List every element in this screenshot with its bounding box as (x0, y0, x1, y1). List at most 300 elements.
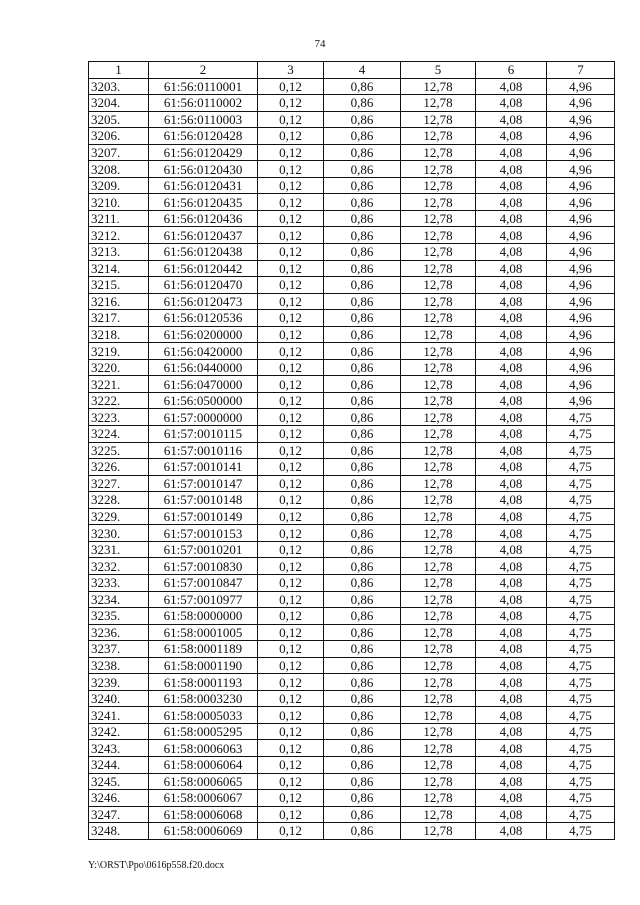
table-cell-col-6: 4,08 (476, 624, 547, 641)
table-cell-col-5: 12,78 (401, 293, 476, 310)
table-cell-col-1: 3206. (89, 128, 149, 145)
table-cell-col-3: 0,12 (258, 641, 324, 658)
table-cell-col-7: 4,75 (547, 690, 615, 707)
table-cell-col-7: 4,96 (547, 78, 615, 95)
table-cell-col-7: 4,75 (547, 806, 615, 823)
table-cell-col-6: 4,08 (476, 608, 547, 625)
table-cell-col-3: 0,12 (258, 260, 324, 277)
table-cell-col-5: 12,78 (401, 525, 476, 542)
table-cell-col-6: 4,08 (476, 790, 547, 807)
table-cell-col-2: 61:56:0470000 (149, 376, 258, 393)
header-col-3: 3 (258, 62, 324, 79)
table-cell-col-4: 0,86 (324, 359, 401, 376)
table-cell-col-7: 4,96 (547, 392, 615, 409)
table-cell-col-6: 4,08 (476, 508, 547, 525)
table-cell-col-7: 4,96 (547, 359, 615, 376)
table-cell-col-5: 12,78 (401, 177, 476, 194)
table-cell-col-7: 4,75 (547, 641, 615, 658)
table-cell-col-3: 0,12 (258, 690, 324, 707)
table-row (89, 574, 615, 591)
table-row (89, 194, 615, 211)
table-row (89, 260, 615, 277)
table-cell-col-1: 3215. (89, 277, 149, 294)
table-cell-col-7: 4,96 (547, 111, 615, 128)
table-row (89, 756, 615, 773)
table-row (89, 823, 615, 840)
table-cell-col-5: 12,78 (401, 541, 476, 558)
table-cell-col-1: 3222. (89, 392, 149, 409)
table-cell-col-4: 0,86 (324, 161, 401, 178)
table-cell-col-3: 0,12 (258, 161, 324, 178)
table-cell-col-1: 3247. (89, 806, 149, 823)
table-cell-col-2: 61:56:0120437 (149, 227, 258, 244)
table-cell-col-2: 61:57:0010116 (149, 442, 258, 459)
header-col-5: 5 (401, 62, 476, 79)
table-cell-col-7: 4,75 (547, 492, 615, 509)
table-cell-col-2: 61:57:0010977 (149, 591, 258, 608)
table-cell-col-1: 3207. (89, 144, 149, 161)
table-cell-col-4: 0,86 (324, 210, 401, 227)
table-cell-col-3: 0,12 (258, 277, 324, 294)
table-cell-col-1: 3238. (89, 657, 149, 674)
table-cell-col-2: 61:57:0010141 (149, 459, 258, 476)
table-cell-col-5: 12,78 (401, 260, 476, 277)
table-row (89, 442, 615, 459)
table-cell-col-6: 4,08 (476, 293, 547, 310)
table-cell-col-6: 4,08 (476, 723, 547, 740)
table-cell-col-3: 0,12 (258, 244, 324, 261)
table-cell-col-6: 4,08 (476, 756, 547, 773)
table-cell-col-4: 0,86 (324, 409, 401, 426)
table-row (89, 806, 615, 823)
table-cell-col-5: 12,78 (401, 78, 476, 95)
table-cell-col-3: 0,12 (258, 574, 324, 591)
table-cell-col-7: 4,96 (547, 244, 615, 261)
table-cell-col-4: 0,86 (324, 823, 401, 840)
table-cell-col-3: 0,12 (258, 78, 324, 95)
table-cell-col-2: 61:56:0120436 (149, 210, 258, 227)
table-row (89, 409, 615, 426)
table-cell-col-7: 4,75 (547, 475, 615, 492)
table-cell-col-4: 0,86 (324, 475, 401, 492)
table-row (89, 244, 615, 261)
header-col-6: 6 (476, 62, 547, 79)
table-cell-col-3: 0,12 (258, 227, 324, 244)
table-cell-col-1: 3231. (89, 541, 149, 558)
table-cell-col-1: 3245. (89, 773, 149, 790)
table-cell-col-2: 61:56:0120430 (149, 161, 258, 178)
table-row (89, 111, 615, 128)
table-cell-col-1: 3237. (89, 641, 149, 658)
table-cell-col-5: 12,78 (401, 823, 476, 840)
table-cell-col-6: 4,08 (476, 409, 547, 426)
table-cell-col-2: 61:58:0001193 (149, 674, 258, 691)
table-cell-col-6: 4,08 (476, 95, 547, 112)
table-cell-col-2: 61:56:0120431 (149, 177, 258, 194)
table-cell-col-2: 61:56:0120536 (149, 310, 258, 327)
table-cell-col-4: 0,86 (324, 657, 401, 674)
table-cell-col-5: 12,78 (401, 426, 476, 443)
table-cell-col-2: 61:56:0420000 (149, 343, 258, 360)
table-cell-col-5: 12,78 (401, 756, 476, 773)
table-cell-col-6: 4,08 (476, 740, 547, 757)
table-cell-col-6: 4,08 (476, 641, 547, 658)
table-cell-col-7: 4,75 (547, 459, 615, 476)
table-cell-col-7: 4,75 (547, 508, 615, 525)
table-cell-col-3: 0,12 (258, 558, 324, 575)
table-cell-col-4: 0,86 (324, 343, 401, 360)
table-cell-col-3: 0,12 (258, 128, 324, 145)
table-cell-col-3: 0,12 (258, 426, 324, 443)
table-cell-col-3: 0,12 (258, 806, 324, 823)
table-cell-col-5: 12,78 (401, 492, 476, 509)
table-cell-col-5: 12,78 (401, 459, 476, 476)
table-cell-col-1: 3217. (89, 310, 149, 327)
table-cell-col-4: 0,86 (324, 558, 401, 575)
table-cell-col-6: 4,08 (476, 806, 547, 823)
table-cell-col-3: 0,12 (258, 657, 324, 674)
table-cell-col-2: 61:58:0006064 (149, 756, 258, 773)
table-cell-col-7: 4,96 (547, 194, 615, 211)
table-cell-col-1: 3227. (89, 475, 149, 492)
table-cell-col-2: 61:57:0010147 (149, 475, 258, 492)
table-cell-col-1: 3228. (89, 492, 149, 509)
table-cell-col-5: 12,78 (401, 376, 476, 393)
table-row (89, 177, 615, 194)
table-row (89, 723, 615, 740)
table-cell-col-7: 4,75 (547, 541, 615, 558)
table-cell-col-3: 0,12 (258, 541, 324, 558)
table-cell-col-7: 4,75 (547, 790, 615, 807)
table-cell-col-7: 4,75 (547, 740, 615, 757)
table-cell-col-7: 4,96 (547, 376, 615, 393)
table-cell-col-1: 3241. (89, 707, 149, 724)
table-cell-col-6: 4,08 (476, 674, 547, 691)
table-cell-col-6: 4,08 (476, 558, 547, 575)
table-cell-col-1: 3236. (89, 624, 149, 641)
table-cell-col-2: 61:57:0010201 (149, 541, 258, 558)
table-cell-col-2: 61:58:0006067 (149, 790, 258, 807)
table-cell-col-6: 4,08 (476, 78, 547, 95)
table-cell-col-1: 3248. (89, 823, 149, 840)
table-cell-col-1: 3220. (89, 359, 149, 376)
table-cell-col-1: 3226. (89, 459, 149, 476)
table-cell-col-3: 0,12 (258, 95, 324, 112)
table-cell-col-5: 12,78 (401, 674, 476, 691)
table-cell-col-5: 12,78 (401, 409, 476, 426)
table-cell-col-2: 61:57:0010153 (149, 525, 258, 542)
table-cell-col-4: 0,86 (324, 492, 401, 509)
table-cell-col-3: 0,12 (258, 210, 324, 227)
table-cell-col-3: 0,12 (258, 111, 324, 128)
table-cell-col-7: 4,75 (547, 707, 615, 724)
table-cell-col-2: 61:56:0120429 (149, 144, 258, 161)
table-cell-col-6: 4,08 (476, 326, 547, 343)
table-row (89, 376, 615, 393)
table-cell-col-1: 3211. (89, 210, 149, 227)
table-cell-col-5: 12,78 (401, 690, 476, 707)
table-cell-col-4: 0,86 (324, 574, 401, 591)
table-cell-col-5: 12,78 (401, 277, 476, 294)
table-cell-col-1: 3213. (89, 244, 149, 261)
table-cell-col-7: 4,75 (547, 723, 615, 740)
table-cell-col-3: 0,12 (258, 707, 324, 724)
table-cell-col-1: 3244. (89, 756, 149, 773)
table-cell-col-6: 4,08 (476, 574, 547, 591)
table-cell-col-2: 61:58:0006065 (149, 773, 258, 790)
table-cell-col-2: 61:56:0120435 (149, 194, 258, 211)
table-cell-col-7: 4,96 (547, 144, 615, 161)
table-cell-col-7: 4,75 (547, 823, 615, 840)
table-cell-col-3: 0,12 (258, 310, 324, 327)
table-cell-col-5: 12,78 (401, 111, 476, 128)
table-cell-col-3: 0,12 (258, 293, 324, 310)
table-cell-col-4: 0,86 (324, 227, 401, 244)
table-cell-col-1: 3210. (89, 194, 149, 211)
table-cell-col-6: 4,08 (476, 111, 547, 128)
table-cell-col-2: 61:56:0110003 (149, 111, 258, 128)
page-number: 74 (314, 38, 326, 50)
table-cell-col-5: 12,78 (401, 475, 476, 492)
table-cell-col-7: 4,75 (547, 674, 615, 691)
table-cell-col-1: 3229. (89, 508, 149, 525)
table-cell-col-1: 3218. (89, 326, 149, 343)
table-cell-col-4: 0,86 (324, 806, 401, 823)
table-cell-col-4: 0,86 (324, 111, 401, 128)
table-cell-col-5: 12,78 (401, 194, 476, 211)
table-cell-col-4: 0,86 (324, 707, 401, 724)
table-cell-col-1: 3240. (89, 690, 149, 707)
table-cell-col-4: 0,86 (324, 508, 401, 525)
table-cell-col-6: 4,08 (476, 392, 547, 409)
table-cell-col-4: 0,86 (324, 310, 401, 327)
table-cell-col-6: 4,08 (476, 707, 547, 724)
table-cell-col-5: 12,78 (401, 95, 476, 112)
table-cell-col-2: 61:56:0120438 (149, 244, 258, 261)
table-cell-col-4: 0,86 (324, 128, 401, 145)
table-cell-col-1: 3221. (89, 376, 149, 393)
table-cell-col-2: 61:58:0001005 (149, 624, 258, 641)
table-row (89, 277, 615, 294)
table-cell-col-3: 0,12 (258, 525, 324, 542)
table-cell-col-2: 61:56:0200000 (149, 326, 258, 343)
table-cell-col-1: 3232. (89, 558, 149, 575)
table-cell-col-5: 12,78 (401, 806, 476, 823)
table-row (89, 161, 615, 178)
table-cell-col-3: 0,12 (258, 624, 324, 641)
table-cell-col-3: 0,12 (258, 674, 324, 691)
table-row (89, 128, 615, 145)
table-cell-col-2: 61:56:0110002 (149, 95, 258, 112)
table-row (89, 310, 615, 327)
table-cell-col-6: 4,08 (476, 475, 547, 492)
table-cell-col-7: 4,75 (547, 624, 615, 641)
table-cell-col-3: 0,12 (258, 177, 324, 194)
table-row (89, 591, 615, 608)
table-cell-col-6: 4,08 (476, 310, 547, 327)
table-cell-col-3: 0,12 (258, 608, 324, 625)
table-cell-col-2: 61:57:0000000 (149, 409, 258, 426)
table-cell-col-6: 4,08 (476, 492, 547, 509)
table-cell-col-7: 4,96 (547, 227, 615, 244)
table-cell-col-7: 4,96 (547, 161, 615, 178)
table-cell-col-5: 12,78 (401, 707, 476, 724)
table-cell-col-3: 0,12 (258, 326, 324, 343)
table-cell-col-7: 4,96 (547, 343, 615, 360)
table-cell-col-3: 0,12 (258, 773, 324, 790)
table-cell-col-5: 12,78 (401, 608, 476, 625)
table-row (89, 707, 615, 724)
table-cell-col-6: 4,08 (476, 657, 547, 674)
table-cell-col-1: 3205. (89, 111, 149, 128)
table-cell-col-6: 4,08 (476, 541, 547, 558)
table-cell-col-6: 4,08 (476, 144, 547, 161)
table-cell-col-4: 0,86 (324, 723, 401, 740)
table-cell-col-5: 12,78 (401, 641, 476, 658)
table-row (89, 790, 615, 807)
table-cell-col-3: 0,12 (258, 492, 324, 509)
table-row (89, 740, 615, 757)
table-cell-col-6: 4,08 (476, 260, 547, 277)
table-cell-col-4: 0,86 (324, 426, 401, 443)
table-header-row (89, 62, 615, 79)
table-row (89, 144, 615, 161)
table-cell-col-1: 3219. (89, 343, 149, 360)
table-cell-col-2: 61:56:0110001 (149, 78, 258, 95)
table-cell-col-4: 0,86 (324, 95, 401, 112)
table-cell-col-6: 4,08 (476, 459, 547, 476)
table-cell-col-6: 4,08 (476, 591, 547, 608)
table-cell-col-4: 0,86 (324, 674, 401, 691)
table-row (89, 459, 615, 476)
table-cell-col-4: 0,86 (324, 442, 401, 459)
table-cell-col-3: 0,12 (258, 823, 324, 840)
table-cell-col-1: 3242. (89, 723, 149, 740)
table-row (89, 78, 615, 95)
table-cell-col-7: 4,96 (547, 293, 615, 310)
header-col-7: 7 (547, 62, 615, 79)
table-cell-col-6: 4,08 (476, 227, 547, 244)
table-cell-col-5: 12,78 (401, 244, 476, 261)
table-cell-col-7: 4,96 (547, 95, 615, 112)
table-cell-col-5: 12,78 (401, 558, 476, 575)
table-row (89, 475, 615, 492)
table-cell-col-6: 4,08 (476, 690, 547, 707)
table-cell-col-2: 61:57:0010148 (149, 492, 258, 509)
table-row (89, 558, 615, 575)
table-cell-col-2: 61:58:0006068 (149, 806, 258, 823)
table-cell-col-4: 0,86 (324, 326, 401, 343)
table-cell-col-6: 4,08 (476, 177, 547, 194)
table-cell-col-5: 12,78 (401, 790, 476, 807)
table-cell-col-2: 61:56:0500000 (149, 392, 258, 409)
table-row (89, 624, 615, 641)
table-cell-col-6: 4,08 (476, 359, 547, 376)
table-cell-col-3: 0,12 (258, 359, 324, 376)
table-cell-col-7: 4,75 (547, 409, 615, 426)
table-cell-col-4: 0,86 (324, 376, 401, 393)
table-body (89, 78, 615, 839)
table-cell-col-4: 0,86 (324, 392, 401, 409)
table-cell-col-5: 12,78 (401, 442, 476, 459)
table-cell-col-1: 3212. (89, 227, 149, 244)
table-cell-col-1: 3209. (89, 177, 149, 194)
table-cell-col-4: 0,86 (324, 194, 401, 211)
table-cell-col-4: 0,86 (324, 740, 401, 757)
data-table (88, 61, 615, 840)
table-cell-col-3: 0,12 (258, 723, 324, 740)
table-row (89, 95, 615, 112)
table-cell-col-1: 3239. (89, 674, 149, 691)
table-cell-col-2: 61:56:0120470 (149, 277, 258, 294)
table-cell-col-1: 3243. (89, 740, 149, 757)
table-cell-col-4: 0,86 (324, 78, 401, 95)
table-cell-col-6: 4,08 (476, 128, 547, 145)
table-cell-col-2: 61:58:0005295 (149, 723, 258, 740)
table-cell-col-2: 61:58:0001189 (149, 641, 258, 658)
table-cell-col-6: 4,08 (476, 823, 547, 840)
table-cell-col-2: 61:58:0001190 (149, 657, 258, 674)
table-cell-col-3: 0,12 (258, 442, 324, 459)
table-cell-col-1: 3235. (89, 608, 149, 625)
table-cell-col-4: 0,86 (324, 641, 401, 658)
table-cell-col-2: 61:57:0010830 (149, 558, 258, 575)
table-cell-col-1: 3224. (89, 426, 149, 443)
table-cell-col-3: 0,12 (258, 409, 324, 426)
table-cell-col-7: 4,96 (547, 177, 615, 194)
table-cell-col-5: 12,78 (401, 310, 476, 327)
table-cell-col-3: 0,12 (258, 459, 324, 476)
table-cell-col-4: 0,86 (324, 591, 401, 608)
table-row (89, 608, 615, 625)
table-row (89, 210, 615, 227)
table-row (89, 392, 615, 409)
table-cell-col-7: 4,75 (547, 773, 615, 790)
table-cell-col-7: 4,75 (547, 426, 615, 443)
table-row (89, 773, 615, 790)
table-cell-col-4: 0,86 (324, 608, 401, 625)
table-cell-col-6: 4,08 (476, 194, 547, 211)
table-cell-col-4: 0,86 (324, 790, 401, 807)
table-row (89, 492, 615, 509)
table-cell-col-7: 4,75 (547, 442, 615, 459)
table-cell-col-4: 0,86 (324, 293, 401, 310)
table-cell-col-4: 0,86 (324, 773, 401, 790)
table-cell-col-6: 4,08 (476, 161, 547, 178)
table-cell-col-3: 0,12 (258, 740, 324, 757)
table-cell-col-2: 61:57:0010847 (149, 574, 258, 591)
table-cell-col-4: 0,86 (324, 624, 401, 641)
table-cell-col-7: 4,75 (547, 558, 615, 575)
table-cell-col-3: 0,12 (258, 343, 324, 360)
table-cell-col-5: 12,78 (401, 392, 476, 409)
table-cell-col-5: 12,78 (401, 161, 476, 178)
table-cell-col-1: 3234. (89, 591, 149, 608)
table-cell-col-1: 3246. (89, 790, 149, 807)
table-cell-col-7: 4,96 (547, 310, 615, 327)
table-cell-col-7: 4,75 (547, 608, 615, 625)
table-cell-col-3: 0,12 (258, 392, 324, 409)
table-cell-col-1: 3214. (89, 260, 149, 277)
table-cell-col-2: 61:58:0005033 (149, 707, 258, 724)
table-row (89, 541, 615, 558)
table-cell-col-5: 12,78 (401, 773, 476, 790)
table-cell-col-3: 0,12 (258, 591, 324, 608)
table-cell-col-6: 4,08 (476, 426, 547, 443)
table-row (89, 525, 615, 542)
table-cell-col-2: 61:58:0006069 (149, 823, 258, 840)
table-cell-col-7: 4,75 (547, 756, 615, 773)
